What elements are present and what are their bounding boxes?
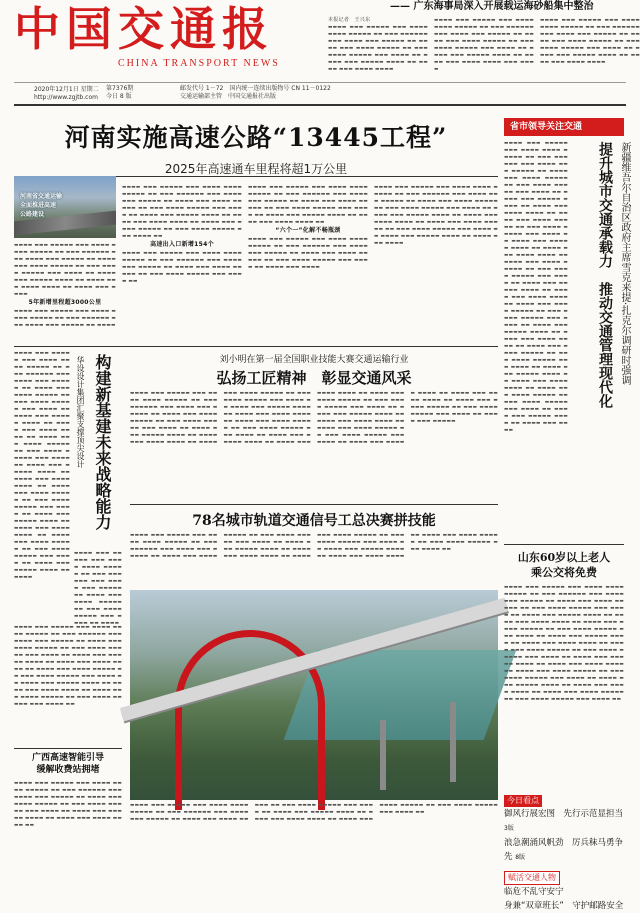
lead-col-1: ▬▬▬▬ ▬▬▬ ▬▬▬▬▬ ▬▬▬ ▬▬▬▬ ▬▬▬▬ ▬▬▬▬▬ ▬▬ ▬▬▬ ▬▬▬▬▬▬ ▬▬▬ ▬▬▬▬ ▬▬▬ ▬▬▬▬▬ ▬▬ ▬▬▬▬ ▬▬▬ ▬▬▬▬ ▬▬▬▬▬ ▬▬ ▬▬▬ ▬▬▬▬ ▬▬▬▬▬ ▬▬▬ ▬▬▬▬ ▬▬ ▬▬▬▬ ▬▬▬ ▬▬▬▬▬ ▬▬▬▬ ▬▬ ▬▬▬▬ ▬▬▬ ▬▬▬▬ ▬▬▬▬ ▬▬ ▬▬▬▬ ▬▬▬ ▬▬▬▬ 5年新增里程超3000公里 ▬▬▬▬ ▬▬▬ ▬▬▬▬▬ ▬▬▬ ▬▬▬▬ ▬▬▬▬ ▬▬▬▬▬ ▬▬ ▬▬▬ ▬▬▬▬▬▬ ▬▬▬ ▬▬▬▬ ▬▬▬ ▬▬▬▬▬ ▬▬ ▬▬▬▬ [14,243,116,328]
lead-col-3: ▬▬▬▬ ▬▬▬ ▬▬▬▬▬ ▬▬▬ ▬▬▬▬ ▬▬▬▬ ▬▬▬▬▬ ▬▬ ▬▬▬ ▬▬▬▬▬▬ ▬▬▬ ▬▬▬▬ ▬▬▬ ▬▬▬▬▬ ▬▬ ▬▬▬▬ ▬▬▬ ▬▬▬▬ ▬▬▬▬▬ ▬▬ ▬▬▬ ▬▬▬▬ ▬▬▬▬▬ ▬▬▬ ▬▬▬▬ ▬▬ ▬▬▬▬ ▬▬▬ ▬▬▬▬▬ ▬▬▬▬ ▬▬ ▬▬▬▬ ▬▬▬ ▬▬▬▬ ▬▬▬▬ ▬▬ “六个一”化解不畅瓶颈 ▬▬▬▬ ▬▬▬ ▬▬▬▬▬ ▬▬▬ ▬▬▬▬ ▬▬▬▬ ▬▬▬▬▬ ▬▬ ▬▬▬ ▬▬▬▬▬▬ ▬▬▬ ▬▬▬▬ ▬▬▬ ▬▬▬▬▬ ▬▬ ▬▬▬▬ ▬▬▬ ▬▬▬▬ ▬▬▬▬▬ ▬▬ ▬▬▬ ▬▬▬▬ ▬▬▬▬▬ ▬▬▬ ▬▬▬▬ ▬▬ ▬▬▬▬ ▬▬▬ ▬▬▬▬ [248,185,368,270]
masthead [14,0,314,70]
huashe-article [14,350,122,626]
teaser-headline: —— 广东海事局深入开展载运海砂船集中整治 [390,1,594,12]
newspaper-english-name: CHINA TRANSPORT NEWS [118,58,280,69]
lead-headline[interactable]: 河南实施高速公路“13445工程” [64,123,448,152]
people-item-title: 身兼“双章班长” 守护邮路安全 [504,901,624,911]
highway-photo [14,176,116,238]
teaser-col-3: ▬▬▬▬ ▬▬▬ ▬▬▬▬▬ ▬▬▬ ▬▬▬▬ ▬▬▬▬ ▬▬▬▬▬ ▬▬ ▬▬▬ ▬▬▬▬▬▬ ▬▬▬ ▬▬▬▬ ▬▬▬ ▬▬▬▬▬ ▬▬ ▬▬▬▬ ▬▬▬ ▬▬▬▬ ▬▬▬▬▬ ▬▬ ▬▬▬ ▬▬▬▬ ▬▬▬▬▬ ▬▬▬ ▬▬▬▬ ▬▬ ▬▬▬▬ ▬▬▬ ▬▬▬▬▬ ▬▬▬▬ ▬▬ ▬▬▬▬ ▬▬▬ ▬▬▬▬ ▬▬▬▬ [540,18,640,65]
lead-subhead: 2025年高速通车里程将超1万公里 [164,162,348,176]
section-heading-plan: 5年新增里程超3000公里 [28,299,102,306]
huashe-body-2: ▬▬▬▬ ▬▬▬ ▬▬▬▬▬ ▬▬▬ ▬▬▬▬ ▬▬▬▬ ▬▬▬▬▬ ▬▬ ▬▬▬ ▬▬▬▬▬▬ ▬▬▬ ▬▬▬▬ ▬▬▬ ▬▬▬▬▬ ▬▬ ▬▬▬▬ ▬▬▬ ▬▬▬▬ ▬▬▬▬▬ ▬▬ ▬▬▬ ▬▬▬▬ ▬▬▬▬▬ ▬▬▬ ▬▬▬▬ ▬▬ ▬▬▬▬ [74,551,122,626]
shandong-headline[interactable]: 山东60岁以上老人 乘公交将免费 [517,551,611,579]
teaser-col-2: ▬▬▬▬ ▬▬▬ ▬▬▬▬▬ ▬▬▬ ▬▬▬▬ ▬▬▬▬ ▬▬▬▬▬ ▬▬ ▬▬▬ ▬▬▬▬▬▬ ▬▬▬ ▬▬▬▬ ▬▬▬ ▬▬▬▬▬ ▬▬ ▬▬▬▬ ▬▬▬ ▬▬▬▬ ▬▬▬▬▬ ▬▬ ▬▬▬ ▬▬▬▬ ▬▬▬▬▬ ▬▬▬ ▬▬▬▬ ▬▬ ▬▬▬▬ ▬▬▬ ▬▬▬▬▬ ▬▬▬▬ ▬▬ ▬▬▬▬ ▬▬▬ ▬▬▬▬ ▬▬▬▬ ▬▬▬ ▬▬▬▬ [434,18,534,72]
lead-col-2: ▬▬▬▬ ▬▬▬ ▬▬▬▬▬ ▬▬▬ ▬▬▬▬ ▬▬▬▬ ▬▬▬▬▬ ▬▬ ▬▬▬ ▬▬▬▬▬▬ ▬▬▬ ▬▬▬▬ ▬▬▬ ▬▬▬▬▬ ▬▬ ▬▬▬▬ ▬▬▬ ▬▬▬▬ ▬▬▬▬▬ ▬▬ ▬▬▬ ▬▬▬▬ ▬▬▬▬▬ ▬▬▬ ▬▬▬▬ ▬▬ ▬▬▬▬ ▬▬▬ ▬▬▬▬▬ ▬▬▬▬ ▬▬ ▬▬▬▬ ▬▬▬ ▬▬▬▬ ▬▬▬▬ ▬▬ ▬▬▬▬ ▬▬▬ ▬▬▬▬ ▬▬▬▬▬ ▬▬ ▬▬▬ ▬▬▬▬ ▬▬▬▬▬ ▬▬▬ ▬▬▬▬ ▬▬ 高速出入口新增154个 ▬▬▬▬ ▬▬▬ ▬▬▬▬▬ ▬▬▬ ▬▬▬▬ ▬▬▬▬ ▬▬▬▬▬ ▬▬ ▬▬▬ ▬▬▬▬▬▬ ▬▬▬ ▬▬▬▬ ▬▬▬ ▬▬▬▬▬ ▬▬ ▬▬▬▬ ▬▬▬ ▬▬▬▬ ▬▬▬▬▬ ▬▬ ▬▬▬ ▬▬▬▬ ▬▬▬▬▬ ▬▬▬ ▬▬▬▬ ▬▬ [122,185,242,284]
guangxi-headline[interactable]: 广西高速智能引导 缓解收费站拥堵 [31,753,104,775]
metro-body: ▬▬▬▬ ▬▬▬ ▬▬▬▬▬ ▬▬▬ ▬▬▬▬ ▬▬▬▬ ▬▬▬▬▬ ▬▬ ▬▬▬ ▬▬▬▬▬▬ ▬▬▬ ▬▬▬▬ ▬▬▬ ▬▬▬▬▬ ▬▬ ▬▬▬▬ ▬▬▬ ▬▬▬▬ ▬▬▬▬▬ ▬▬ ▬▬▬ ▬▬▬▬ ▬▬▬▬▬ ▬▬▬ ▬▬▬▬ ▬▬ ▬▬▬▬ ▬▬▬ ▬▬▬▬▬ ▬▬▬▬ ▬▬ ▬▬▬▬ ▬▬▬ ▬▬▬▬ ▬▬▬▬ ▬▬ ▬▬▬▬ ▬▬▬ ▬▬▬▬ ▬▬▬▬▬ ▬▬ ▬▬▬ ▬▬▬▬ ▬▬▬▬▬ ▬▬▬ ▬▬▬▬ ▬▬ ▬▬▬▬ ▬▬▬ ▬▬▬▬▬ ▬▬▬▬ ▬▬ ▬▬▬▬ ▬▬▬ ▬▬▬▬ ▬▬▬▬ ▬▬ ▬▬▬▬ ▬▬▬ ▬▬▬▬ ▬▬▬▬▬ ▬▬ ▬▬▬ ▬▬▬▬ ▬▬▬▬▬ ▬▬▬ ▬▬▬▬ ▬▬ [130,533,498,559]
teaser-col-1: 本报记者 王兴东 ▬▬▬▬ ▬▬▬ ▬▬▬▬▬ ▬▬▬ ▬▬▬▬ ▬▬▬▬ ▬▬▬▬▬ ▬▬ ▬▬▬ ▬▬▬▬▬▬ ▬▬▬ ▬▬▬▬ ▬▬▬ ▬▬▬▬▬ ▬▬ ▬▬▬▬ ▬▬▬ ▬▬▬▬ ▬▬▬▬▬ ▬▬ ▬▬▬ ▬▬▬▬ ▬▬▬▬▬ ▬▬▬ ▬▬▬▬ ▬▬ ▬▬▬▬ ▬▬▬ ▬▬▬▬▬ ▬▬▬▬ ▬▬ ▬▬▬▬ ▬▬▬ ▬▬▬▬ ▬▬▬▬ [328,17,428,72]
shandong-body: ▬▬▬▬ ▬▬▬ ▬▬▬▬▬ ▬▬▬ ▬▬▬▬ ▬▬▬▬ ▬▬▬▬▬ ▬▬ ▬▬▬ ▬▬▬▬▬▬ ▬▬▬ ▬▬▬▬ ▬▬▬ ▬▬▬▬▬ ▬▬ ▬▬▬▬ ▬▬▬ ▬▬▬▬ ▬▬▬▬▬ ▬▬ ▬▬▬ ▬▬▬▬ ▬▬▬▬▬ ▬▬▬ ▬▬▬▬ ▬▬ ▬▬▬▬ ▬▬▬ ▬▬▬▬▬ ▬▬▬▬ ▬▬ ▬▬▬▬ ▬▬▬ ▬▬▬▬ ▬▬▬▬ ▬▬ ▬▬▬▬ ▬▬▬ ▬▬▬▬ ▬▬▬▬▬ ▬▬ ▬▬▬ ▬▬▬▬ ▬▬▬▬▬ ▬▬▬ ▬▬▬▬ ▬▬ ▬▬▬▬ ▬▬▬ ▬▬▬▬▬ ▬▬▬▬ ▬▬ ▬▬▬▬ ▬▬▬ ▬▬▬▬ ▬▬▬▬ ▬▬ ▬▬▬▬ ▬▬▬ ▬▬▬▬ ▬▬▬▬▬ ▬▬ ▬▬▬ ▬▬▬▬ ▬▬▬▬▬ ▬▬▬ ▬▬▬▬ ▬▬ ▬▬▬▬ ▬▬▬ ▬▬▬▬▬ ▬▬▬▬ ▬▬ ▬▬▬▬ ▬▬▬ ▬▬▬▬ ▬▬▬▬ ▬▬ ▬▬▬▬ ▬▬▬ ▬▬▬▬ ▬▬▬▬▬ ▬▬ ▬▬▬ ▬▬▬▬ ▬▬▬▬▬ ▬▬▬ ▬▬▬▬ ▬▬ ▬▬▬▬ ▬▬▬ ▬▬▬▬▬ ▬▬▬▬ ▬▬ ▬▬▬▬ ▬▬▬ ▬▬▬▬ ▬▬▬▬ ▬▬ ▬▬▬▬ ▬▬▬ ▬▬▬▬ ▬▬▬▬▬ ▬▬ ▬▬▬ ▬▬▬▬ ▬▬▬▬▬ ▬▬▬ ▬▬▬▬ ▬▬ [504,585,624,702]
bridge-pier [380,720,386,790]
huashe-headline[interactable]: 构建新基建未来战略能力 [93,354,112,530]
bridge-pier [450,702,456,782]
teaser-byline: 本报记者 王兴东 [328,17,371,23]
today-tag: 今日看点 [504,795,542,807]
today-item-title: 御风行展宏图 先行示范显担当 [504,809,624,819]
xinjiang-headline[interactable]: 提升城市交通承载力 推动交通管理现代化 [597,142,613,408]
today-highlights [504,788,624,913]
guangxi-body: ▬▬▬▬ ▬▬▬ ▬▬▬▬▬ ▬▬▬ ▬▬▬▬ ▬▬▬▬ ▬▬▬▬▬ ▬▬ ▬▬▬ ▬▬▬▬▬▬ ▬▬▬ ▬▬▬▬ ▬▬▬ ▬▬▬▬▬ ▬▬ ▬▬▬▬ ▬▬▬ ▬▬▬▬ ▬▬▬▬▬ ▬▬ ▬▬▬ ▬▬▬▬ ▬▬▬▬▬ ▬▬▬ ▬▬▬▬ ▬▬ ▬▬▬▬ ▬▬▬ ▬▬▬▬▬ ▬▬▬▬ ▬▬ ▬▬▬▬ ▬▬▬ ▬▬▬▬ ▬▬▬▬ ▬▬ [14,781,123,828]
divider [504,544,624,545]
province-leaders-tag: 省市领导关注交通 [504,118,624,136]
today-item-page: 8版 [515,854,526,861]
divider [14,748,122,749]
publication-info [180,85,331,101]
newspaper-logo: 中国交通报 [14,2,274,56]
today-item-title: 浪急潮涌风帆劲 厉兵秣马勇争先 [504,838,624,862]
talent-body: ▬▬▬▬ ▬▬▬ ▬▬▬▬▬ ▬▬▬ ▬▬▬▬ ▬▬▬▬ ▬▬▬▬▬ ▬▬ ▬▬▬ ▬▬▬▬▬▬ ▬▬▬ ▬▬▬▬ ▬▬▬ ▬▬▬▬▬ ▬▬ ▬▬▬▬ ▬▬▬ ▬▬▬▬ ▬▬▬▬▬ ▬▬ ▬▬▬ ▬▬▬▬ ▬▬▬▬▬ ▬▬▬ ▬▬▬▬ ▬▬ ▬▬▬▬ ▬▬▬ ▬▬▬▬▬ ▬▬▬▬ ▬▬ ▬▬▬▬ ▬▬▬ ▬▬▬▬ ▬▬▬▬ ▬▬ ▬▬▬▬ ▬▬▬ ▬▬▬▬ ▬▬▬▬▬ ▬▬ ▬▬▬ ▬▬▬▬ ▬▬▬▬▬ ▬▬▬ ▬▬▬▬ ▬▬ ▬▬▬▬ ▬▬▬ ▬▬▬▬▬ ▬▬▬▬ ▬▬ ▬▬▬▬ ▬▬▬ ▬▬▬▬ ▬▬▬▬ ▬▬ ▬▬▬▬ ▬▬▬ ▬▬▬▬ ▬▬▬▬▬ ▬▬ ▬▬▬ ▬▬▬▬ ▬▬▬▬▬ ▬▬▬ ▬▬▬▬ ▬▬ ▬▬▬▬ ▬▬▬ ▬▬▬▬▬ ▬▬▬▬ ▬▬ ▬▬▬▬ ▬▬▬ ▬▬▬▬ ▬▬▬▬ ▬▬ ▬▬▬▬ ▬▬▬ ▬▬▬▬ ▬▬▬▬▬ ▬▬ ▬▬▬ ▬▬▬▬ ▬▬▬▬▬ ▬▬▬ ▬▬▬▬ ▬▬ ▬▬▬▬ ▬▬▬ ▬▬▬▬▬ ▬▬▬▬ ▬▬ ▬▬▬▬ ▬▬▬ ▬▬▬▬ ▬▬▬▬ ▬▬ ▬▬▬▬ ▬▬▬ ▬▬▬▬ ▬▬▬▬▬ ▬▬ ▬▬▬ ▬▬▬▬ ▬▬▬▬▬ ▬▬▬ ▬▬▬▬ ▬▬ ▬▬▬▬ ▬▬▬ ▬▬▬▬▬ ▬▬▬▬ ▬▬ ▬▬▬▬ ▬▬▬ ▬▬▬▬ ▬▬▬▬ ▬▬ ▬▬▬▬ ▬▬▬ ▬▬▬▬ ▬▬▬▬▬ ▬▬ ▬▬▬ ▬▬▬▬ ▬▬▬▬▬ ▬▬▬ ▬▬▬▬ ▬▬ ▬▬▬▬ ▬▬▬ ▬▬▬▬▬ [130,391,498,445]
metro-headline[interactable]: 78名城市轨道交通信号工总决赛拼技能 [192,513,436,529]
issue-number: 第7376期 [106,85,134,92]
website-link[interactable]: http://www.zgjtb.com [34,94,98,101]
issue-date-web [34,86,99,102]
postal-code: 邮发代号 1－72 [180,85,224,92]
xinjiang-body: ▬▬▬▬ ▬▬▬ ▬▬▬▬▬ ▬▬▬ ▬▬▬▬ ▬▬▬▬ ▬▬▬▬▬ ▬▬ ▬▬▬ ▬▬▬▬▬▬ ▬▬▬ ▬▬▬▬ ▬▬▬ ▬▬▬▬▬ ▬▬ ▬▬▬▬ ▬▬▬ ▬▬▬▬ ▬▬▬▬▬ ▬▬ ▬▬▬ ▬▬▬▬ ▬▬▬▬▬ ▬▬▬ ▬▬▬▬ ▬▬ ▬▬▬▬ ▬▬▬ ▬▬▬▬▬ ▬▬▬▬ ▬▬ ▬▬▬▬ ▬▬▬ ▬▬▬▬ ▬▬▬▬ ▬▬ ▬▬▬▬ ▬▬▬ ▬▬▬▬ ▬▬▬▬▬ ▬▬ ▬▬▬ ▬▬▬▬ ▬▬▬▬▬ ▬▬▬ ▬▬▬▬ ▬▬ ▬▬▬▬ ▬▬▬ ▬▬▬▬▬ ▬▬▬▬ ▬▬ ▬▬▬▬ ▬▬▬ ▬▬▬▬ ▬▬▬▬ ▬▬ ▬▬▬▬ ▬▬▬ ▬▬▬▬ ▬▬▬▬▬ ▬▬ ▬▬▬ ▬▬▬▬ ▬▬▬▬▬ ▬▬▬ ▬▬▬▬ ▬▬ ▬▬▬▬ ▬▬▬ ▬▬▬▬▬ ▬▬▬▬ ▬▬ ▬▬▬▬ ▬▬▬ ▬▬▬▬ ▬▬▬▬ ▬▬ ▬▬▬▬ ▬▬▬ ▬▬▬▬ ▬▬▬▬▬ ▬▬ ▬▬▬ ▬▬▬▬ ▬▬▬▬▬ ▬▬▬ ▬▬▬▬ ▬▬ ▬▬▬▬ ▬▬▬ ▬▬▬▬▬ ▬▬▬▬ ▬▬ ▬▬▬▬ ▬▬▬ ▬▬▬▬ ▬▬▬▬ ▬▬ ▬▬▬▬ ▬▬▬ ▬▬▬▬ ▬▬▬▬▬ ▬▬ ▬▬▬ ▬▬▬▬ ▬▬▬▬▬ ▬▬▬ ▬▬▬▬ ▬▬ ▬▬▬▬ ▬▬▬ ▬▬▬▬▬ ▬▬▬▬ ▬▬ ▬▬▬▬ ▬▬▬ ▬▬▬▬ ▬▬▬▬ ▬▬ ▬▬▬▬ ▬▬▬ ▬▬▬▬ ▬▬▬▬▬ ▬▬ ▬▬▬ ▬▬▬▬ ▬▬▬▬▬ ▬▬▬ ▬▬▬▬ ▬▬ ▬▬▬▬ ▬▬▬ ▬▬▬▬▬ ▬▬▬▬ ▬▬ ▬▬▬▬ ▬▬▬ ▬▬▬▬ [504,141,568,433]
bridge-photo [130,590,498,800]
people-tag: 赋活交通人物 [504,871,560,885]
huashe-body: ▬▬▬▬ ▬▬▬ ▬▬▬▬▬ ▬▬▬ ▬▬▬▬ ▬▬▬▬ ▬▬▬▬▬ ▬▬ ▬▬▬ ▬▬▬▬▬▬ ▬▬▬ ▬▬▬▬ ▬▬▬ ▬▬▬▬▬ ▬▬ ▬▬▬▬ ▬▬▬ ▬▬▬▬ ▬▬▬▬▬ ▬▬ ▬▬▬ ▬▬▬▬ ▬▬▬▬▬ ▬▬▬ ▬▬▬▬ ▬▬ ▬▬▬▬ ▬▬▬ ▬▬▬▬▬ ▬▬▬▬ ▬▬ ▬▬▬▬ ▬▬▬ ▬▬▬▬ ▬▬▬▬ ▬▬ ▬▬▬▬ ▬▬▬ ▬▬▬▬ ▬▬▬▬▬ ▬▬ ▬▬▬ ▬▬▬▬ ▬▬▬▬▬ ▬▬▬ ▬▬▬▬ ▬▬ ▬▬▬▬ ▬▬▬ ▬▬▬▬▬ ▬▬▬▬ ▬▬ ▬▬▬▬ ▬▬▬ ▬▬▬▬ ▬▬▬▬ ▬▬ ▬▬▬▬ ▬▬▬ ▬▬▬▬ ▬▬▬▬▬ ▬▬ ▬▬▬ ▬▬▬▬ ▬▬▬▬▬ ▬▬▬ ▬▬▬▬ ▬▬ ▬▬▬▬ ▬▬▬ ▬▬▬▬▬ ▬▬▬▬ ▬▬ ▬▬▬▬ ▬▬▬ ▬▬▬▬ ▬▬▬▬ ▬▬ ▬▬▬▬ ▬▬▬ ▬▬▬▬ ▬▬▬▬▬ ▬▬ ▬▬▬ ▬▬▬▬ ▬▬▬▬▬ ▬▬▬ ▬▬▬▬ ▬▬ ▬▬▬▬ ▬▬▬ ▬▬▬▬▬ ▬▬▬▬ ▬▬ ▬▬▬▬ [14,351,70,580]
today-item-2[interactable] [504,836,624,865]
people-item-2[interactable] [504,899,624,913]
talent-headline[interactable]: 弘扬工匠精神 彰显交通风采 [216,369,412,387]
bridge-caption-text: ▬▬▬▬ ▬▬▬ ▬▬▬▬▬ ▬▬▬ ▬▬▬▬ ▬▬▬▬ ▬▬▬▬▬ ▬▬ ▬▬▬ ▬▬▬▬▬▬ ▬▬▬ ▬▬▬▬ ▬▬▬ ▬▬▬▬▬ ▬▬ ▬▬▬▬ ▬▬▬ ▬▬▬▬ ▬▬▬▬▬ ▬▬ ▬▬▬ ▬▬▬▬ ▬▬▬▬▬ ▬▬▬ ▬▬▬▬ ▬▬ ▬▬▬▬ ▬▬▬ ▬▬▬▬▬ ▬▬▬▬ ▬▬ ▬▬▬▬ ▬▬▬ ▬▬▬▬ ▬▬▬▬ ▬▬ ▬▬▬▬ ▬▬▬ ▬▬▬▬ ▬▬▬▬▬ ▬▬ ▬▬▬ ▬▬▬▬ ▬▬▬▬▬ ▬▬▬ ▬▬▬▬ ▬▬ [130,803,498,822]
huashe-subhead: 华设设计集团汇聚支撑顶尖设计 [76,356,85,468]
talent-article [130,352,498,388]
page-count: 今日 8 版 [106,93,132,100]
huashe-continued: ▬▬▬▬ ▬▬▬ ▬▬▬▬▬ ▬▬▬ ▬▬▬▬ ▬▬▬▬ ▬▬▬▬▬ ▬▬ ▬▬▬ ▬▬▬▬▬▬ ▬▬▬ ▬▬▬▬ ▬▬▬ ▬▬▬▬▬ ▬▬ ▬▬▬▬ ▬▬▬ ▬▬▬▬ ▬▬▬▬▬ ▬▬ ▬▬▬ ▬▬▬▬ ▬▬▬▬▬ ▬▬▬ ▬▬▬▬ ▬▬ ▬▬▬▬ ▬▬▬ ▬▬▬▬▬ ▬▬▬▬ ▬▬ ▬▬▬▬ ▬▬▬ ▬▬▬▬ ▬▬▬▬ ▬▬ ▬▬▬▬ ▬▬▬ ▬▬▬▬ ▬▬▬▬▬ ▬▬ ▬▬▬ ▬▬▬▬ ▬▬▬▬▬ ▬▬▬ ▬▬▬▬ ▬▬ ▬▬▬▬ ▬▬▬ ▬▬▬▬▬ ▬▬▬▬ ▬▬ ▬▬▬▬ ▬▬▬ ▬▬▬▬ ▬▬▬▬ ▬▬ ▬▬▬▬ ▬▬▬ ▬▬▬▬ ▬▬▬▬▬ ▬▬ ▬▬▬ ▬▬▬▬ ▬▬▬▬▬ ▬▬▬ ▬▬▬▬ ▬▬ [14,625,123,707]
issue-date: 2020年12月1日 星期二 [34,86,99,93]
photo-caption: 河南省交通运输 全面推进高速 公路建设 [20,193,63,218]
xinjiang-kicker: 新疆维吾尔自治区政府主席雪克来提·扎克尔调研时强调 [619,142,630,386]
publisher: 中国交通报社出版 [228,93,277,100]
issue-info-bar [14,82,626,106]
talent-kicker: 刘小明在第一届全国职业技能大赛交通运输行业 [219,355,409,365]
today-item-1[interactable] [504,807,624,836]
issue-number-box [106,85,133,101]
sponsor: 交通运输部主管 [180,93,223,100]
people-item-title: 临危不乱守安宁 [504,887,564,897]
lead-col-4: ▬▬▬▬ ▬▬▬ ▬▬▬▬▬ ▬▬▬ ▬▬▬▬ ▬▬▬▬ ▬▬▬▬▬ ▬▬ ▬▬▬ ▬▬▬▬▬▬ ▬▬▬ ▬▬▬▬ ▬▬▬ ▬▬▬▬▬ ▬▬ ▬▬▬▬ ▬▬▬ ▬▬▬▬ ▬▬▬▬▬ ▬▬ ▬▬▬ ▬▬▬▬ ▬▬▬▬▬ ▬▬▬ ▬▬▬▬ ▬▬ ▬▬▬▬ ▬▬▬ ▬▬▬▬▬ ▬▬▬▬ ▬▬ ▬▬▬▬ ▬▬▬ ▬▬▬▬ ▬▬▬▬ ▬▬ ▬▬▬▬ ▬▬▬ ▬▬▬▬ ▬▬▬▬▬ ▬▬ ▬▬▬ ▬▬▬▬ ▬▬▬▬▬ ▬▬▬ ▬▬▬▬ ▬▬ ▬▬▬▬ ▬▬▬ ▬▬▬▬▬ ▬▬▬▬ ▬▬ ▬▬▬▬ ▬▬▬ ▬▬▬▬ [374,185,498,246]
people-item-1[interactable] [504,885,624,899]
section-heading-13445: “六个一”化解不畅瓶颈 [275,227,341,234]
section-heading-mid: 高速出入口新增154个 [150,241,214,248]
divider [14,346,498,347]
divider [130,504,498,505]
cn-number: 国内统一连续出版物号 CN 11－0122 [229,85,331,92]
today-item-page: 3版 [504,825,514,832]
